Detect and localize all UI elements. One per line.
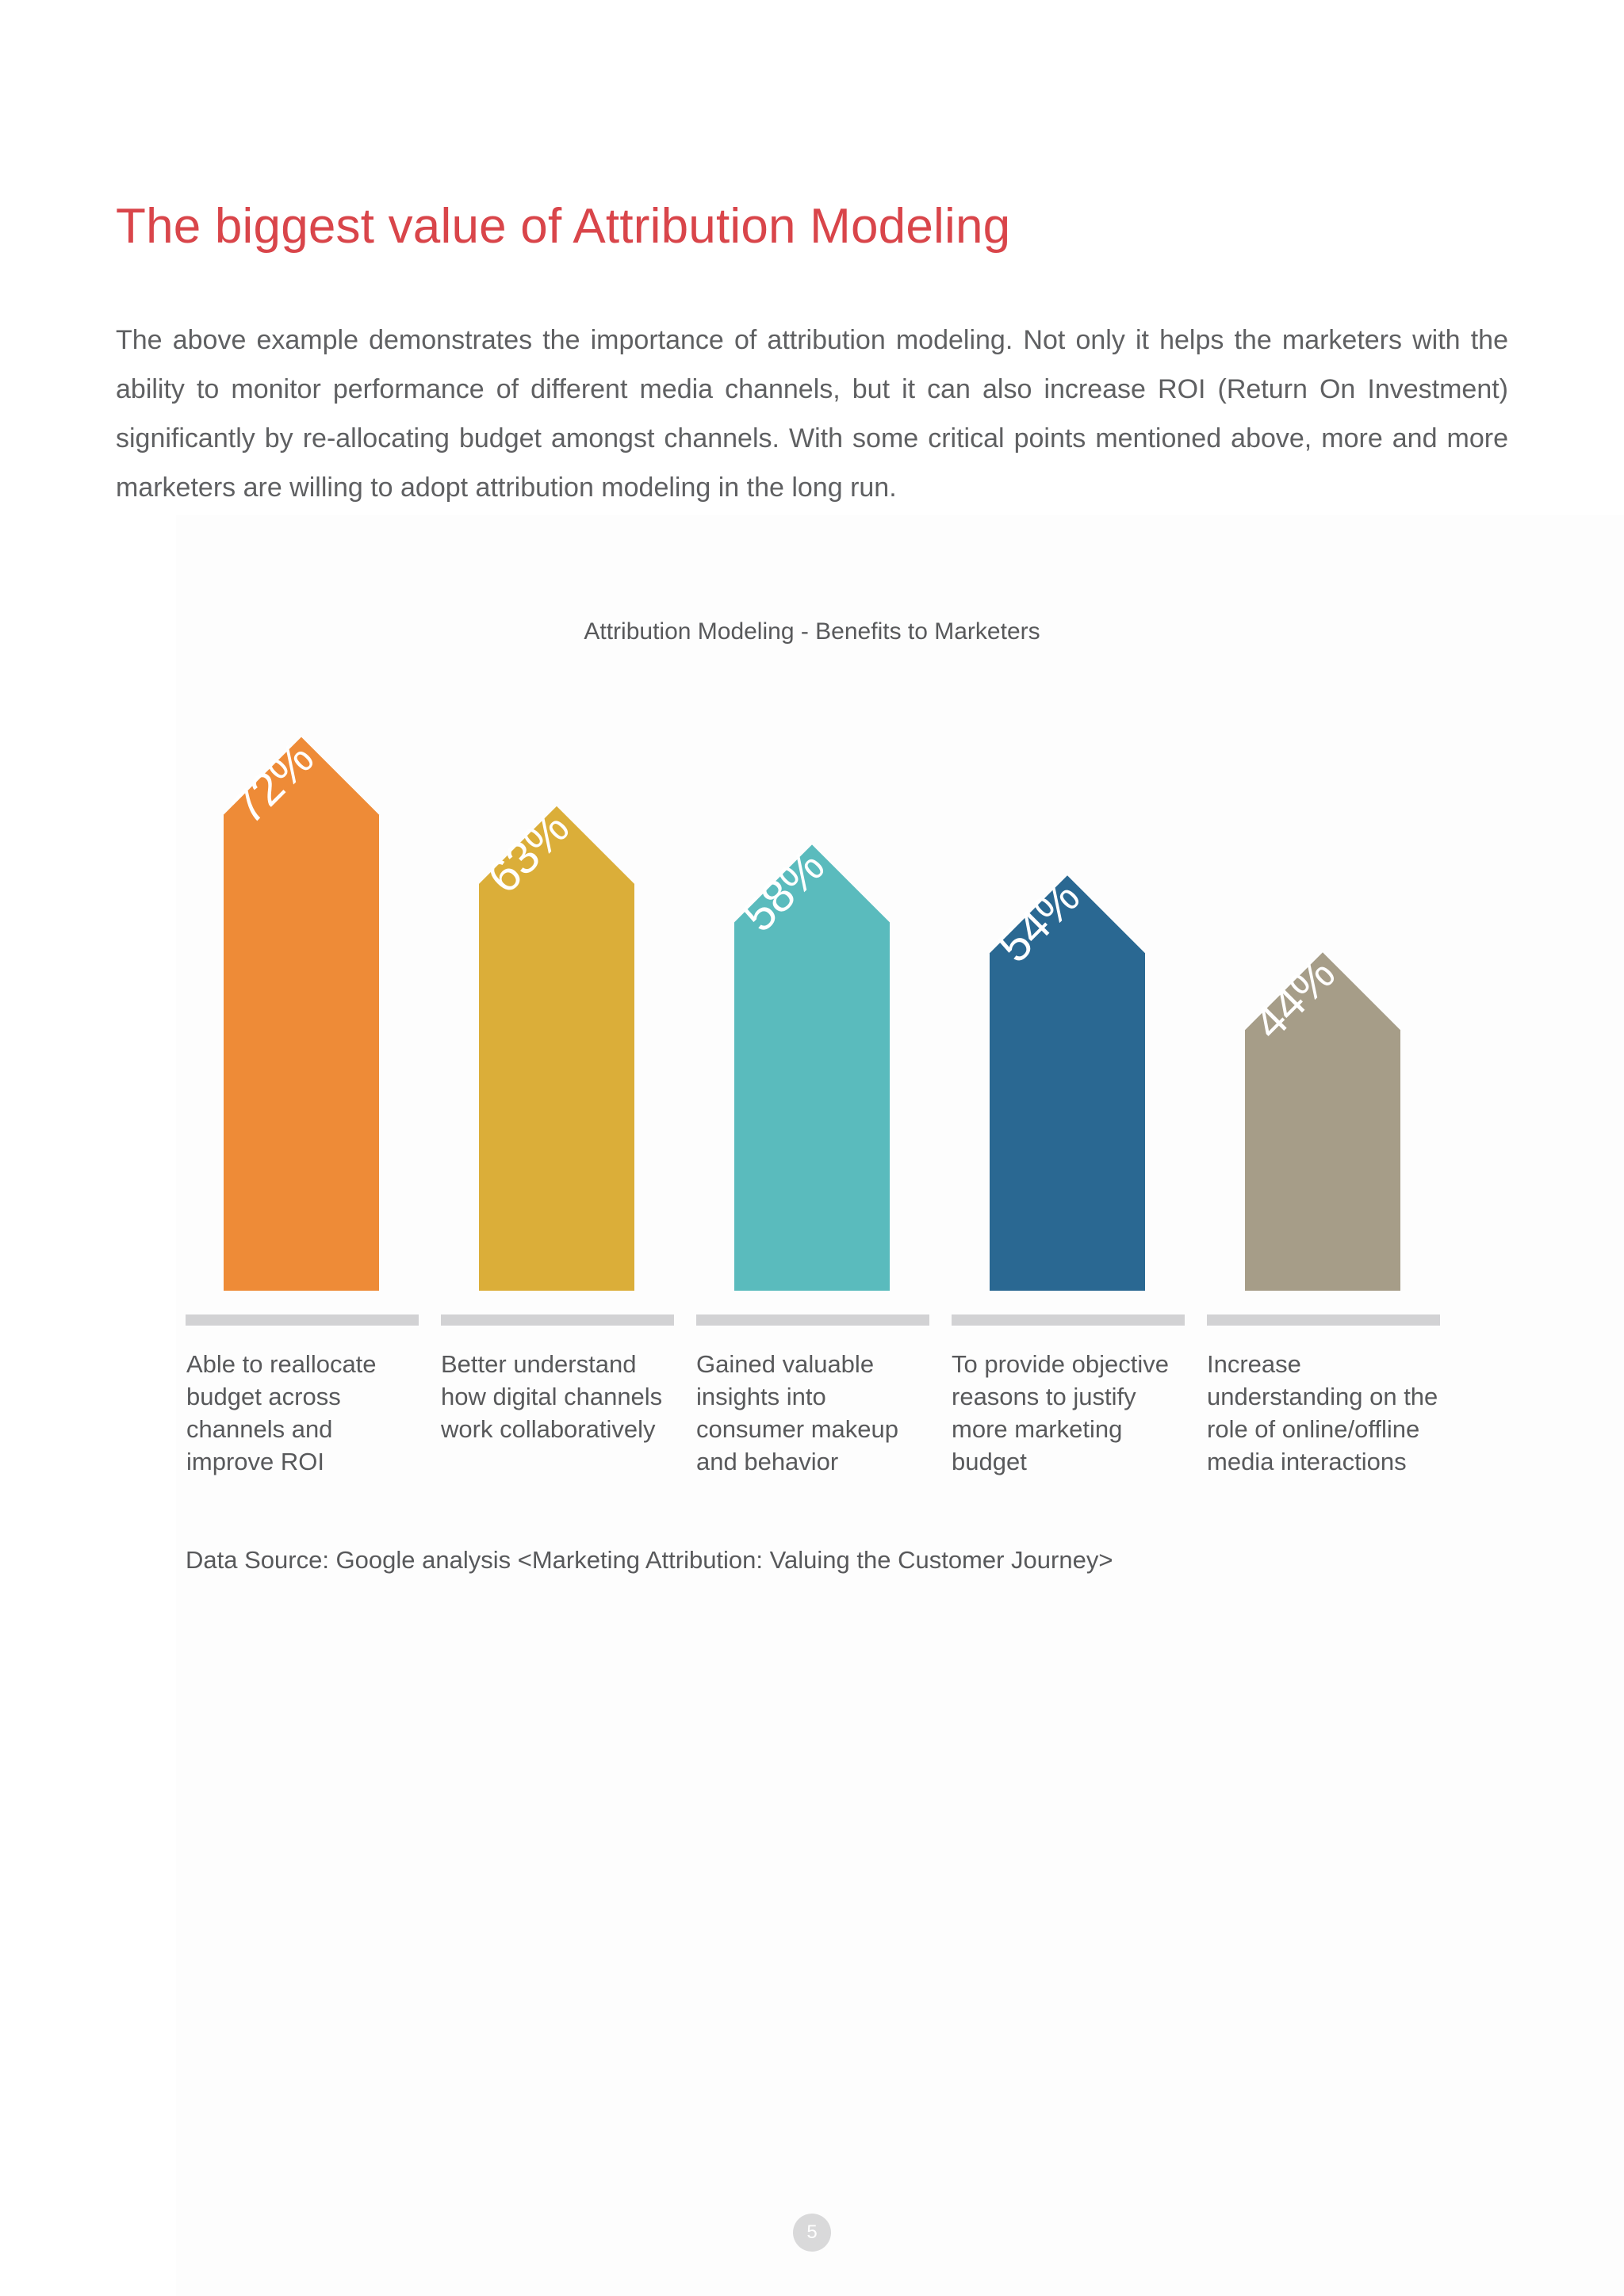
bar-label-2: Better understand how digital channels work collaboratively — [441, 1350, 663, 1443]
bar-value-label-1: 72% — [222, 732, 324, 834]
bar-value-label-3: 58% — [733, 840, 835, 942]
intro-paragraph: The above example demonstrates the importance of attribution modeling. Not only it helps the marketers with the ability to monitor performance of different media channels, but it can also increase ROI (Return On Investment) significantly by re-allocating budget amongst channels. With some critical points mentioned above, more and more marketers are willing to adopt attribution modeling in the long run. — [116, 325, 1508, 503]
page-number: 5 — [793, 2214, 831, 2252]
baseline-5 — [1207, 1314, 1440, 1326]
bar-label-4: To provide objective reasons to justify more marketing budget — [952, 1350, 1169, 1475]
bar-value-label-5: 44% — [1243, 947, 1346, 1050]
bar-label-3: Gained valuable insights into consumer makeup and behavior — [696, 1350, 899, 1475]
bar-label-5: Increase understanding on the role of online/offline media interactions — [1207, 1350, 1438, 1475]
bar-label-1: Able to reallocate budget across channels and improve ROI — [186, 1350, 377, 1475]
baseline-2 — [441, 1314, 674, 1326]
page-heading: The biggest value of Attribution Modeling — [116, 199, 1011, 254]
bar-value-label-4: 54% — [988, 871, 1090, 973]
data-source-note: Data Source: Google analysis <Marketing Attribution: Valuing the Customer Journey> — [186, 1546, 1113, 1574]
baseline-1 — [186, 1314, 419, 1326]
baseline-3 — [696, 1314, 929, 1326]
baseline-4 — [952, 1314, 1185, 1326]
chart-title: Attribution Modeling - Benefits to Marketers — [584, 618, 1040, 645]
bar-value-label-2: 63% — [477, 802, 580, 904]
